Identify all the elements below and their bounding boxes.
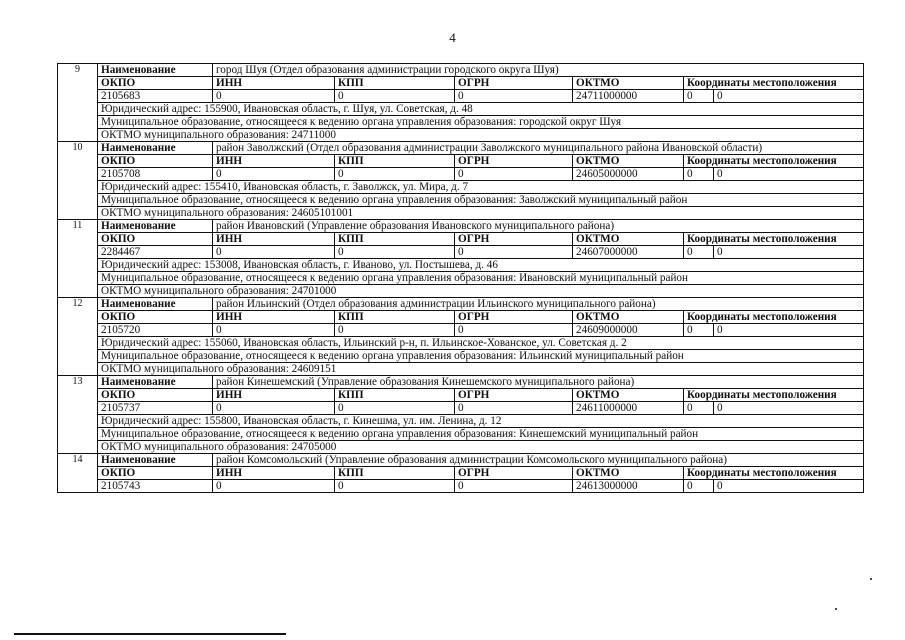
- okpo-value: 2284467: [98, 246, 213, 259]
- oktmo-label: ОКТМО: [573, 467, 684, 480]
- entry-number: 9: [58, 64, 98, 142]
- kpp-label: КПП: [335, 77, 455, 90]
- name-label: Наименование: [98, 220, 213, 233]
- inn-label: ИНН: [213, 155, 335, 168]
- okpo-value: 2105737: [98, 402, 213, 415]
- okpo-label: ОКПО: [98, 155, 213, 168]
- legal-address: Юридический адрес: 155410, Ивановская область, г. Заволжск, ул. Мира, д. 7: [98, 181, 864, 194]
- legal-address-row: [58, 337, 864, 350]
- legal-address-row: [58, 259, 864, 272]
- entry-name-row: [58, 64, 864, 77]
- municipality-line-row: [58, 194, 864, 207]
- entry-name-row: [58, 454, 864, 467]
- inn-value: 0: [213, 402, 335, 415]
- entry-name-row: [58, 298, 864, 311]
- ogrn-value: 0: [455, 402, 573, 415]
- coord-b-value: 0: [714, 168, 864, 181]
- coords-label: Координаты местоположения: [684, 311, 864, 324]
- oktmo-value: 24607000000: [573, 246, 684, 259]
- codes-value-row: [58, 324, 864, 337]
- name-label: Наименование: [98, 298, 213, 311]
- ogrn-label: ОГРН: [455, 311, 573, 324]
- entry-number: 12: [58, 298, 98, 376]
- coords-label: Координаты местоположения: [684, 467, 864, 480]
- okpo-value: 2105743: [98, 480, 213, 493]
- name-label: Наименование: [98, 64, 213, 77]
- entry-name: район Ильинский (Отдел образования администрации Ильинского муниципального района): [213, 298, 864, 311]
- okpo-label: ОКПО: [98, 77, 213, 90]
- oktmo-label: ОКТМО: [573, 77, 684, 90]
- okpo-value: 2105708: [98, 168, 213, 181]
- entry-name-row: [58, 220, 864, 233]
- coord-b-value: 0: [714, 324, 864, 337]
- entry-name: район Комсомольский (Управление образования администрации Комсомольского муниципального района): [213, 454, 864, 467]
- kpp-label: КПП: [335, 389, 455, 402]
- inn-label: ИНН: [213, 77, 335, 90]
- legal-address: Юридический адрес: 155800, Ивановская область, г. Кинешма, ул. им. Ленина, д. 12: [98, 415, 864, 428]
- inn-label: ИНН: [213, 389, 335, 402]
- coord-b-value: 0: [714, 246, 864, 259]
- ogrn-value: 0: [455, 90, 573, 103]
- entry-name: район Заволжский (Отдел образования администрации Заволжского муниципального района Ивановской области): [213, 142, 864, 155]
- okpo-label: ОКПО: [98, 311, 213, 324]
- oktmo-label: ОКТМО: [573, 155, 684, 168]
- oktmo-value: 24613000000: [573, 480, 684, 493]
- coord-a-value: 0: [684, 480, 714, 493]
- municipal-oktmo: ОКТМО муниципального образования: 24605101001: [98, 207, 864, 220]
- municipality-line: Муниципальное образование, относящееся к ведению органа управления образования: Ивановский муниципальный район: [98, 272, 864, 285]
- municipal-oktmo-row: [58, 207, 864, 220]
- codes-value-row: [58, 168, 864, 181]
- municipality-line-row: [58, 350, 864, 363]
- municipal-oktmo: ОКТМО муниципального образования: 24711000: [98, 129, 864, 142]
- municipal-oktmo-row: [58, 363, 864, 376]
- legal-address: Юридический адрес: 155060, Ивановская область, Ильинский р-н, п. Ильинское-Хованское, ул. Советская д. 2: [98, 337, 864, 350]
- bottom-rule: [14, 633, 286, 635]
- inn-label: ИНН: [213, 311, 335, 324]
- legal-address: Юридический адрес: 155900, Ивановская область, г. Шуя, ул. Советская, д. 48: [98, 103, 864, 116]
- municipality-line-row: [58, 116, 864, 129]
- oktmo-label: ОКТМО: [573, 311, 684, 324]
- coord-a-value: 0: [684, 90, 714, 103]
- registry-table: [57, 63, 864, 493]
- municipal-oktmo-row: [58, 285, 864, 298]
- legal-address: Юридический адрес: 153008, Ивановская область, г. Иваново, ул. Постышева, д. 46: [98, 259, 864, 272]
- oktmo-value: 24609000000: [573, 324, 684, 337]
- inn-value: 0: [213, 90, 335, 103]
- codes-header-row: [58, 233, 864, 246]
- kpp-value: 0: [335, 324, 455, 337]
- ogrn-label: ОГРН: [455, 467, 573, 480]
- ogrn-label: ОГРН: [455, 155, 573, 168]
- kpp-label: КПП: [335, 155, 455, 168]
- coords-label: Координаты местоположения: [684, 233, 864, 246]
- codes-value-row: [58, 90, 864, 103]
- inn-value: 0: [213, 480, 335, 493]
- coord-a-value: 0: [684, 168, 714, 181]
- codes-value-row: [58, 402, 864, 415]
- inn-value: 0: [213, 246, 335, 259]
- codes-header-row: [58, 311, 864, 324]
- oktmo-value: 24711000000: [573, 90, 684, 103]
- name-label: Наименование: [98, 454, 213, 467]
- kpp-value: 0: [335, 402, 455, 415]
- municipality-line-row: [58, 428, 864, 441]
- page-number: 4: [449, 30, 456, 45]
- municipal-oktmo-row: [58, 441, 864, 454]
- ogrn-value: 0: [455, 168, 573, 181]
- okpo-label: ОКПО: [98, 467, 213, 480]
- scan-speck: [870, 578, 872, 580]
- entry-name: район Ивановский (Управление образования Ивановского муниципального района): [213, 220, 864, 233]
- kpp-value: 0: [335, 90, 455, 103]
- codes-header-row: [58, 77, 864, 90]
- name-label: Наименование: [98, 142, 213, 155]
- oktmo-label: ОКТМО: [573, 233, 684, 246]
- municipality-line: Муниципальное образование, относящееся к ведению органа управления образования: Заволжский муниципальный район: [98, 194, 864, 207]
- entry-name-row: [58, 142, 864, 155]
- okpo-value: 2105720: [98, 324, 213, 337]
- scan-speck: [835, 608, 837, 610]
- coords-label: Координаты местоположения: [684, 389, 864, 402]
- codes-header-row: [58, 155, 864, 168]
- municipality-line: Муниципальное образование, относящееся к ведению органа управления образования: Кинешемский муниципальный район: [98, 428, 864, 441]
- oktmo-value: 24605000000: [573, 168, 684, 181]
- inn-label: ИНН: [213, 233, 335, 246]
- kpp-value: 0: [335, 480, 455, 493]
- coord-b-value: 0: [714, 90, 864, 103]
- legal-address-row: [58, 415, 864, 428]
- ogrn-label: ОГРН: [455, 389, 573, 402]
- kpp-label: КПП: [335, 233, 455, 246]
- coords-label: Координаты местоположения: [684, 155, 864, 168]
- ogrn-label: ОГРН: [455, 77, 573, 90]
- legal-address-row: [58, 181, 864, 194]
- municipality-line: Муниципальное образование, относящееся к ведению органа управления образования: городской округ Шуя: [98, 116, 864, 129]
- kpp-label: КПП: [335, 467, 455, 480]
- ogrn-value: 0: [455, 246, 573, 259]
- entry-number: 11: [58, 220, 98, 298]
- coord-a-value: 0: [684, 246, 714, 259]
- codes-header-row: [58, 389, 864, 402]
- okpo-label: ОКПО: [98, 389, 213, 402]
- okpo-value: 2105683: [98, 90, 213, 103]
- okpo-label: ОКПО: [98, 233, 213, 246]
- legal-address-row: [58, 103, 864, 116]
- codes-value-row: [58, 480, 864, 493]
- inn-value: 0: [213, 324, 335, 337]
- entry-number: 13: [58, 376, 98, 454]
- municipal-oktmo: ОКТМО муниципального образования: 24701000: [98, 285, 864, 298]
- entry-number: 14: [58, 454, 98, 493]
- municipal-oktmo: ОКТМО муниципального образования: 24609151: [98, 363, 864, 376]
- codes-value-row: [58, 246, 864, 259]
- oktmo-label: ОКТМО: [573, 389, 684, 402]
- entry-name: район Кинешемский (Управление образования Кинешемского муниципального района): [213, 376, 864, 389]
- entry-name: город Шуя (Отдел образования администрации городского округа Шуя): [213, 64, 864, 77]
- entry-name-row: [58, 376, 864, 389]
- coord-b-value: 0: [714, 402, 864, 415]
- ogrn-value: 0: [455, 324, 573, 337]
- ogrn-value: 0: [455, 480, 573, 493]
- inn-value: 0: [213, 168, 335, 181]
- municipal-oktmo-row: [58, 129, 864, 142]
- coord-b-value: 0: [714, 480, 864, 493]
- kpp-value: 0: [335, 246, 455, 259]
- entry-number: 10: [58, 142, 98, 220]
- kpp-value: 0: [335, 168, 455, 181]
- municipality-line: Муниципальное образование, относящееся к ведению органа управления образования: Ильинский муниципальный район: [98, 350, 864, 363]
- name-label: Наименование: [98, 376, 213, 389]
- inn-label: ИНН: [213, 467, 335, 480]
- municipal-oktmo: ОКТМО муниципального образования: 24705000: [98, 441, 864, 454]
- oktmo-value: 24611000000: [573, 402, 684, 415]
- municipality-line-row: [58, 272, 864, 285]
- ogrn-label: ОГРН: [455, 233, 573, 246]
- codes-header-row: [58, 467, 864, 480]
- coords-label: Координаты местоположения: [684, 77, 864, 90]
- coord-a-value: 0: [684, 324, 714, 337]
- kpp-label: КПП: [335, 311, 455, 324]
- coord-a-value: 0: [684, 402, 714, 415]
